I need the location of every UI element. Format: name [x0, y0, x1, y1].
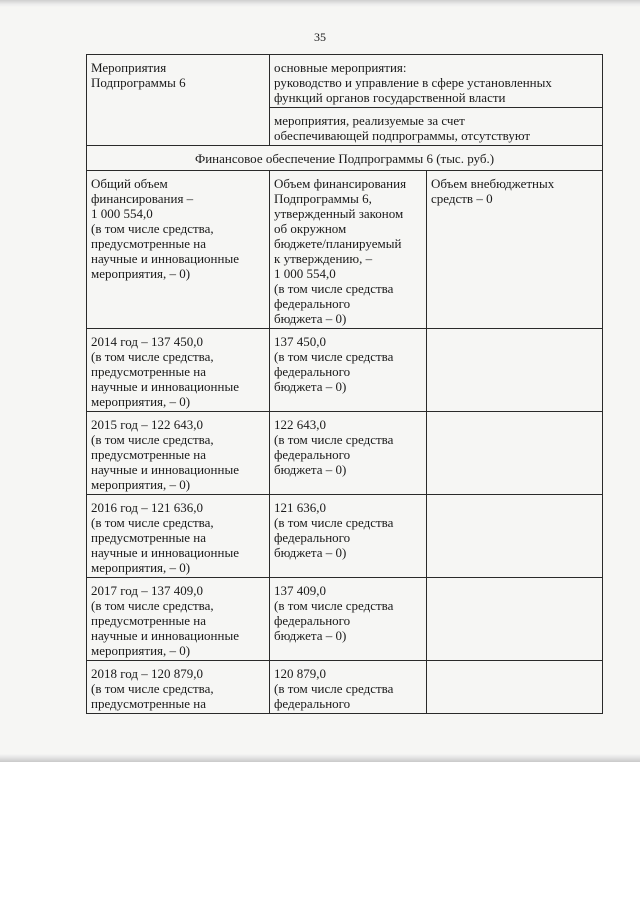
subprogram-table — [86, 54, 603, 714]
cell-text-line: научные и инновационные — [91, 379, 239, 394]
page-number: 35 — [314, 30, 326, 44]
year-total-cell — [87, 578, 270, 661]
cell-text-line: предусмотренные на — [91, 447, 207, 462]
year-federal-text — [274, 334, 422, 394]
main-activities-text — [274, 60, 598, 105]
cell-text-line: (в том числе средства, — [91, 598, 214, 613]
year-federal-text — [274, 666, 422, 711]
cell-text-line: мероприятия, – 0) — [91, 477, 191, 492]
cell-text-line: 120 879,0 — [274, 666, 326, 681]
cell-text-line: (в том числе средства — [274, 681, 394, 696]
cell-text-line: научные и инновационные — [91, 545, 239, 560]
cell-text-line: федерального — [274, 364, 351, 379]
support-activities-text — [274, 113, 598, 143]
total-financing-text — [91, 176, 265, 281]
cell-text-line: Подпрограммы 6 — [91, 75, 186, 90]
year-row — [87, 661, 603, 714]
cell-text-line: мероприятия, – 0) — [91, 266, 191, 281]
year-row — [87, 578, 603, 661]
cell-text-line: (в том числе средства — [274, 598, 394, 613]
support-activities-cell — [270, 108, 603, 146]
cell-text-line: Подпрограммы 6, — [274, 191, 372, 206]
cell-text-line: бюджете/планируемый — [274, 236, 402, 251]
cell-text-line: руководство и управление в сфере установленных — [274, 75, 552, 90]
cell-text-line: 2017 год – 137 409,0 — [91, 583, 203, 598]
year-federal-cell — [270, 412, 427, 495]
cell-text-line: федерального — [274, 696, 351, 711]
cell-text-line: основные мероприятия: — [274, 60, 407, 75]
year-extrabudget-cell — [427, 578, 603, 661]
year-federal-cell — [270, 329, 427, 412]
cell-text-line: мероприятия, реализуемые за счет — [274, 113, 465, 128]
cell-text-line: предусмотренные на — [91, 236, 207, 251]
cell-text-line: бюджета – 0) — [274, 628, 347, 643]
cell-text-line: мероприятия, – 0) — [91, 560, 191, 575]
cell-text-line: (в том числе средства, — [91, 349, 214, 364]
extrabudget-text — [431, 176, 598, 206]
year-total-cell — [87, 412, 270, 495]
cell-text-line: Мероприятия — [91, 60, 167, 75]
cell-text-line: бюджета – 0) — [274, 545, 347, 560]
cell-text-line: 1 000 554,0 — [91, 206, 153, 221]
year-federal-cell — [270, 495, 427, 578]
cell-text-line: федерального — [274, 296, 351, 311]
activities-row — [87, 55, 603, 108]
total-financing-cell — [87, 171, 270, 329]
year-federal-cell — [270, 661, 427, 714]
year-total-cell — [87, 329, 270, 412]
cell-text-line: научные и инновационные — [91, 462, 239, 477]
financing-header: Финансовое обеспечение Подпрограммы 6 (тыс. руб.) — [194, 151, 495, 166]
cell-text-line: бюджета – 0) — [274, 379, 347, 394]
main-activities-cell — [270, 55, 603, 108]
cell-text-line: предусмотренные на — [91, 530, 207, 545]
financing-header-row — [87, 146, 603, 171]
cell-text-line: об окружном — [274, 221, 347, 236]
cell-text-line: функций органов государственной власти — [274, 90, 506, 105]
year-federal-text — [274, 583, 422, 643]
cell-text-line: 2014 год – 137 450,0 — [91, 334, 203, 349]
year-extrabudget-cell — [427, 495, 603, 578]
cell-text-line: 2016 год – 121 636,0 — [91, 500, 203, 515]
financing-summary-row — [87, 171, 603, 329]
year-total-text — [91, 500, 265, 575]
cell-text-line: Объем внебюджетных — [431, 176, 555, 191]
year-total-cell — [87, 661, 270, 714]
cell-text-line: 137 409,0 — [274, 583, 326, 598]
scan-shadow-bottom — [0, 754, 640, 762]
cell-text-line: научные и инновационные — [91, 628, 239, 643]
year-total-text — [91, 583, 265, 658]
activities-label-cell — [87, 55, 270, 146]
cell-text-line: 137 450,0 — [274, 334, 326, 349]
cell-text-line: бюджета – 0) — [274, 462, 347, 477]
cell-text-line: к утверждению, – — [274, 251, 373, 266]
cell-text-line: Объем финансирования — [274, 176, 407, 191]
cell-text-line: 1 000 554,0 — [274, 266, 336, 281]
cell-text-line: 2015 год – 122 643,0 — [91, 417, 203, 432]
cell-text-line: обеспечивающей подпрограммы, отсутствуют — [274, 128, 531, 143]
cell-text-line: 122 643,0 — [274, 417, 326, 432]
cell-text-line: финансирования – — [91, 191, 194, 206]
year-extrabudget-cell — [427, 329, 603, 412]
year-total-text — [91, 666, 265, 711]
financing-header-cell — [87, 146, 603, 171]
cell-text-line: федерального — [274, 530, 351, 545]
cell-text-line: федерального — [274, 613, 351, 628]
cell-text-line: бюджета – 0) — [274, 311, 347, 326]
approved-financing-cell — [270, 171, 427, 329]
year-federal-cell — [270, 578, 427, 661]
cell-text-line: (в том числе средства — [274, 349, 394, 364]
year-extrabudget-cell — [427, 412, 603, 495]
year-total-text — [91, 417, 265, 492]
cell-text-line: предусмотренные на — [91, 613, 207, 628]
year-extrabudget-cell — [427, 661, 603, 714]
blank-margin — [0, 762, 640, 905]
year-row — [87, 495, 603, 578]
cell-text-line: (в том числе средства — [274, 432, 394, 447]
approved-financing-text — [274, 176, 422, 326]
cell-text-line: (в том числе средства, — [91, 681, 214, 696]
cell-text-line: федерального — [274, 447, 351, 462]
cell-text-line: утвержденный законом — [274, 206, 404, 221]
cell-text-line: (в том числе средства — [274, 281, 394, 296]
cell-text-line: научные и инновационные — [91, 251, 239, 266]
year-total-cell — [87, 495, 270, 578]
year-federal-text — [274, 417, 422, 477]
cell-text-line: (в том числе средства, — [91, 221, 214, 236]
year-federal-text — [274, 500, 422, 560]
cell-text-line: мероприятия, – 0) — [91, 394, 191, 409]
scan-shadow-top — [0, 0, 640, 7]
cell-text-line: (в том числе средства, — [91, 432, 214, 447]
cell-text-line: предусмотренные на — [91, 696, 207, 711]
cell-text-line: (в том числе средства — [274, 515, 394, 530]
year-row — [87, 329, 603, 412]
cell-text-line: средств – 0 — [431, 191, 493, 206]
cell-text-line: 121 636,0 — [274, 500, 326, 515]
extrabudget-cell — [427, 171, 603, 329]
cell-text-line: мероприятия, – 0) — [91, 643, 191, 658]
cell-text-line: 2018 год – 120 879,0 — [91, 666, 203, 681]
activities-label — [91, 60, 265, 90]
cell-text-line: предусмотренные на — [91, 364, 207, 379]
year-total-text — [91, 334, 265, 409]
year-row — [87, 412, 603, 495]
cell-text-line: Общий объем — [91, 176, 168, 191]
cell-text-line: (в том числе средства, — [91, 515, 214, 530]
